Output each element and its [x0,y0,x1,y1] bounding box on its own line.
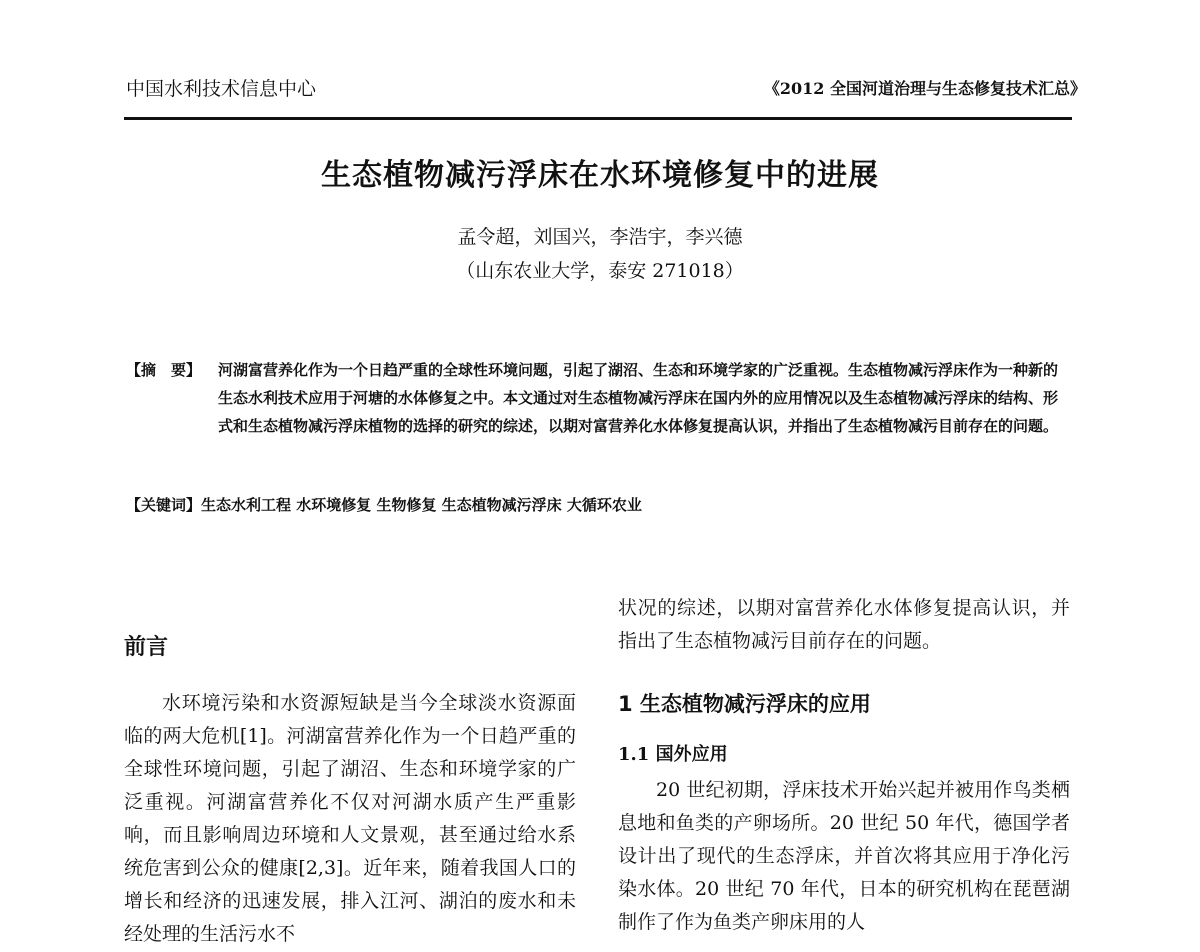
section-paragraph: 20 世纪初期，浮床技术开始兴起并被用作鸟类栖息地和鱼类的产卵场所。20 世纪 50 年代，德国学者设计出了现代的生态浮床，并首次将其应用于净化污染水体。20 世纪 70 年代，日本的研究机构在琵琶湖制作了作为鱼类产卵床用的人 [618,779,1070,933]
authors: 孟令超，刘国兴，李浩宇，李兴德 [457,226,743,248]
section-heading: 1 生态植物减污浮床的应用 [618,692,871,716]
abstract-label: 【摘 要】 [126,361,202,379]
abstract-text: 河湖富营养化作为一个日趋严重的全球性环境问题，引起了湖沼、生态和环境学家的广泛重视。生态植物减污浮床作为一种新的生态水利技术应用于河塘的水体修复之中。本文通过对生态植物减污浮床在国内外的应用情况以及生态植物减污浮床的结构、形式和生态植物减污浮床植物的选择的研究的综述，以期对富营养化水体修复提高认识，并指出了生态植物减污目前存在的问题。 [218,361,1059,435]
keywords [126,494,642,515]
running-header-left: 中国水利技术信息中心 [126,78,317,100]
keywords-label: 【关键词】 [126,496,202,514]
preface-heading: 前言 [124,635,169,660]
keywords-text: 生态水利工程 水环境修复 生物修复 生态植物减污浮床 大循环农业 [201,496,642,514]
continued-paragraph: 状况的综述，以期对富营养化水体修复提高认识，并指出了生态植物减污目前存在的问题。 [618,597,1070,652]
running-header-right: 《2012 全国河道治理与生态修复技术汇总》 [763,79,1086,98]
preface-paragraph: 水环境污染和水资源短缺是当今全球淡水资源面临的两大危机[1]。河湖富营养化作为一个日趋严重的全球性环境问题，引起了湖沼、生态和环境学家的广泛重视。河湖富营养化不仅对河湖水质产生严重影响，而且影响周边环境和人文景观，甚至通过给水系统危害到公众的健康[2,3]。近年来，随着我国人口的增长和经济的迅速发展，排入江河、湖泊的废水和未经处理的生活污水不 [124,692,576,945]
subsection-heading: 1.1 国外应用 [618,744,728,765]
header-rule [124,117,1072,120]
left-column [124,630,576,951]
paper-title: 生态植物减污浮床在水环境修复中的进展 [321,158,879,193]
affiliation: （山东农业大学，泰安 271018） [456,260,744,282]
abstract [126,356,1066,440]
right-column [618,592,1070,939]
